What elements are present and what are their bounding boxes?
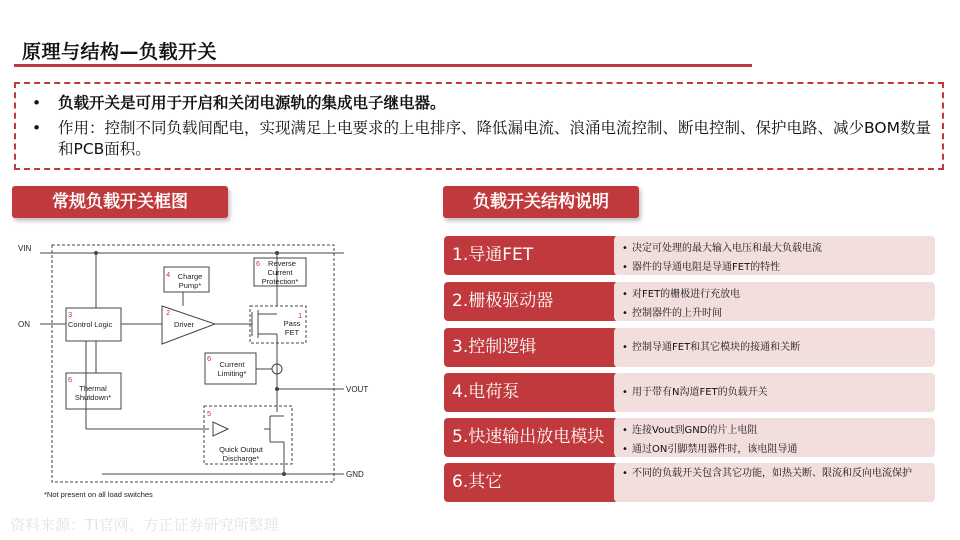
desc-line: • 决定可处理的最大输入电压和最大负载电流 <box>622 239 935 258</box>
pass-label-2: FET <box>284 328 300 337</box>
structure-label-1: 1.导通FET <box>444 236 618 275</box>
qod-label-2: Discharge* <box>222 454 260 463</box>
qod-label-1: Quick Output <box>219 445 263 454</box>
pin-on: ON <box>18 320 30 329</box>
desc-line: • 不同的负载开关包含其它功能，如热关断、限流和反向电流保护 <box>622 466 935 481</box>
reverse-label-2: Current <box>267 268 293 277</box>
title-underline <box>14 64 752 67</box>
bullet-dot: • <box>32 119 42 137</box>
pass-label-1: Pass <box>283 319 301 328</box>
desc-line: • 通过ON引脚禁用器件时，该电阻导通 <box>622 440 935 459</box>
desc-line: • 器件的导通电阻是导通FET的特性 <box>622 258 935 277</box>
pin-vout: VOUT <box>346 385 369 394</box>
charge-label-2: Pump* <box>178 281 202 290</box>
summary-text-1: 负载开关是可用于开启和关闭电源轨的集成电子继电器。 <box>58 94 446 112</box>
source-note: 资料来源：TI官网、方正证券研究所整理 <box>10 516 279 534</box>
pin-gnd: GND <box>346 470 364 479</box>
climit-label-2: Limiting* <box>217 369 247 378</box>
summary-text-2: 作用：控制不同负载间配电，实现满足上电要求的上电排序、降低漏电流、浪涌电流控制、断电控制、保护电路、减少BOM数量和PCB面积。 <box>58 119 931 158</box>
structure-label-6: 6.其它 <box>444 463 618 502</box>
climit-label-1: Current <box>219 360 245 369</box>
climit-num: 6 <box>207 354 212 363</box>
reverse-num: 6 <box>256 259 261 268</box>
structure-label-2: 2.栅极驱动器 <box>444 282 618 321</box>
structure-desc-6 <box>614 463 935 502</box>
reverse-label-3: Protection* <box>261 277 299 286</box>
structure-desc-1 <box>614 236 935 275</box>
thermal-label-2: Shutdown* <box>74 393 112 402</box>
desc-line: • 用于带有N沟道FET的负载开关 <box>622 376 935 409</box>
thermal-label-1: Thermal <box>79 384 107 393</box>
structure-desc-2 <box>614 282 935 321</box>
pass-num: 1 <box>298 311 303 320</box>
summary-box <box>14 82 944 170</box>
charge-label-1: Charge <box>177 272 203 281</box>
desc-line: • 对FET的栅极进行充放电 <box>622 285 935 304</box>
structure-desc-3 <box>614 328 935 367</box>
qod-buffer <box>213 422 228 436</box>
structure-tab: 负载开关结构说明 <box>443 186 639 218</box>
qod-num: 5 <box>207 409 212 418</box>
structure-desc-4 <box>614 373 935 412</box>
reverse-label-1: Reverse <box>268 259 296 268</box>
diagram-footnote: *Not present on all load switches <box>44 490 153 499</box>
load-switch-block-diagram <box>14 236 374 506</box>
block-diagram-tab: 常规负载开关框图 <box>12 186 228 218</box>
driver-num: 2 <box>166 308 171 317</box>
control-label: Control Logic <box>68 320 113 329</box>
desc-line: • 控制导通FET和其它模块的接通和关断 <box>622 331 935 364</box>
pin-vin: VIN <box>18 244 32 253</box>
structure-label-3: 3.控制逻辑 <box>444 328 618 367</box>
driver-label: Driver <box>174 320 194 329</box>
structure-label-4: 4.电荷泵 <box>444 373 618 412</box>
page-title: 原理与结构—负载开关 <box>22 41 218 63</box>
charge-num: 4 <box>166 270 171 279</box>
structure-desc-5 <box>614 418 935 457</box>
desc-line: • 连接Vout到GND的片上电阻 <box>622 421 935 440</box>
bullet-dot: • <box>32 94 42 112</box>
thermal-num: 6 <box>68 375 73 384</box>
structure-label-5: 5.快速输出放电模块 <box>444 418 618 457</box>
desc-line: • 控制器件的上升时间 <box>622 304 935 323</box>
control-num: 3 <box>68 310 73 319</box>
